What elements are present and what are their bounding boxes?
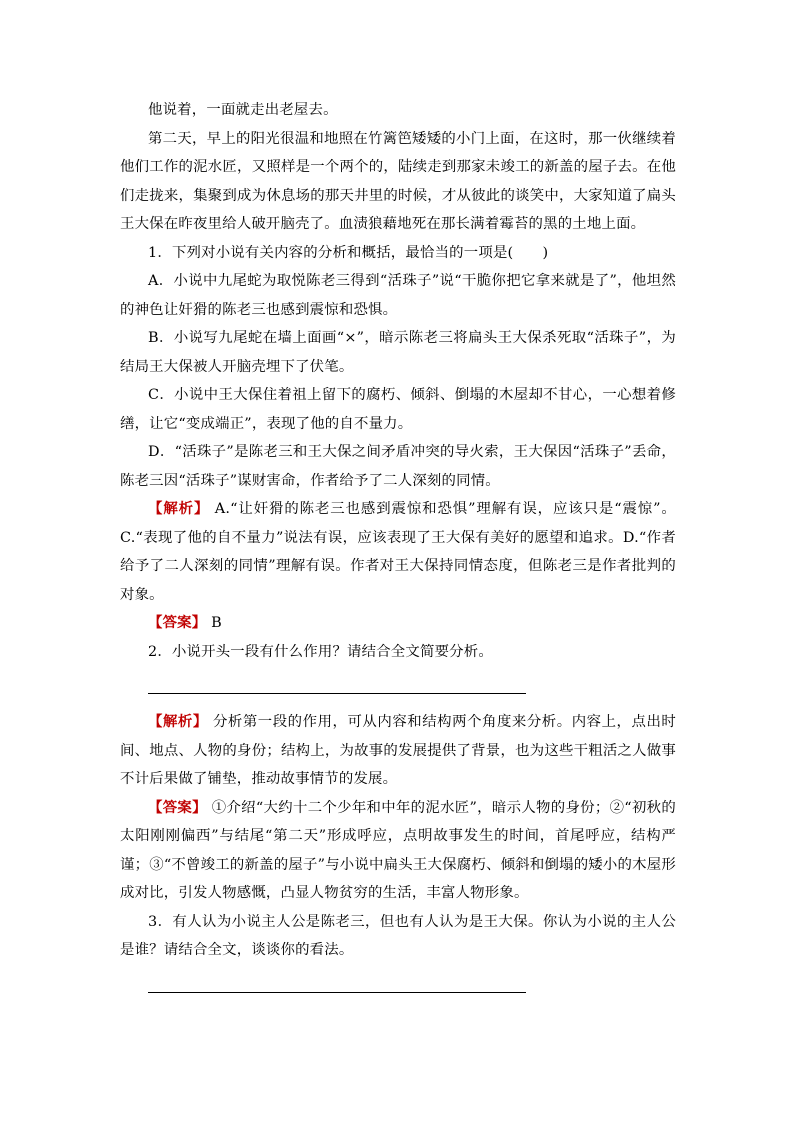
- question-1-stem: 1．下列对小说有关内容的分析和概括，最恰当的一项是( ): [148, 244, 549, 261]
- answer-text: ①介绍“大约十二个少年和中年的泥水匠”，暗示人物的身份；②“初秋的太阳刚刚偏西”与结尾“第二天”形成呼应，点明故事发生的时间，首尾呼应，结构严谨；③“不曾竣工的新盖的屋子”与小说中扁头王大保腐朽、倾斜和倒塌的矮小的木屋形成对比，引发人物感慨，凸显人物贫穷的生活，丰富人物形象。: [120, 799, 676, 901]
- analysis-tag: 【解析】: [148, 713, 208, 730]
- question-3-stem: 3．有人认为小说主人公是陈老三，但也有人认为是王大保。你认为小说的主人公是谁？请结合全文，谈谈你的看法。: [120, 913, 676, 958]
- answer-tag: 【答案】: [148, 798, 207, 816]
- question-1-option-b: B．小说写九尾蛇在墙上面画“×”，暗示陈老三将扁头王大保杀死取“活珠子”，为结局王大保被人开脑壳埋下了伏笔。: [120, 330, 676, 375]
- question-2-stem: 2．小说开头一段有什么作用？请结合全文简要分析。: [148, 643, 493, 660]
- question-1-analysis: [120, 495, 676, 609]
- question-2-analysis: [120, 708, 676, 794]
- analysis-text: 分析第一段的作用，可从内容和结构两个角度来分析。内容上，点出时间、地点、人物的身份；结构上，为故事的发展提供了背景，也为这些干粗活之人做事不计后果做了铺垫，推动故事情节的发展。: [120, 714, 676, 787]
- analysis-tag: 【解析】: [148, 500, 210, 517]
- passage-paragraph: 第二天，早上的阳光很温和地照在竹篱笆矮矮的小门上面，在这时，那一伙继续着他们工作的泥水匠，又照样是一个两个的，陆续走到那家未竣工的新盖的屋子去。在他们走拢来，集聚到成为休息场的那天井里的时候，才从彼此的谈笑中，大家知道了扁头王大保在昨夜里给人破开脑壳了。血渍狼藉地死在那长满着霉苔的黑的土地上面。: [120, 130, 676, 232]
- passage-paragraph: 他说着，一面就走出老屋去。: [148, 102, 338, 118]
- question-1-answer: [120, 609, 676, 638]
- document-page: [120, 96, 676, 993]
- answer-text: B: [211, 615, 222, 631]
- answer-tag: 【答案】: [148, 614, 207, 631]
- question-1-option-a: A．小说中九尾蛇为取悦陈老三得到“活珠子”说“干脆你把它拿来就是了”，他坦然的神色让奸猾的陈老三也感到震惊和恐惧。: [120, 273, 676, 318]
- analysis-text: A.“让奸猾的陈老三也感到震惊和恐惧”理解有误，应该只是“震惊”。C.“表现了他的自不量力”说法有误，应该表现了王大保有美好的愿望和追求。D.“作者给予了二人深刻的同情”理解有误。作者对王大保持同情态度，但陈老三是作者批判的对象。: [120, 501, 676, 603]
- answer-blank-line: [148, 991, 526, 993]
- question-2-answer: [120, 794, 676, 908]
- question-1-option-c: C．小说中王大保住着祖上留下的腐朽、倾斜、倒塌的木屋却不甘心，一心想着修缮，让它“变成端正”，表现了他的自不量力。: [120, 387, 676, 432]
- question-1-option-d: D．“活珠子”是陈老三和王大保之间矛盾冲突的导火索，王大保因“活珠子”丢命，陈老三因“活珠子”谋财害命，作者给予了二人深刻的同情。: [120, 444, 676, 489]
